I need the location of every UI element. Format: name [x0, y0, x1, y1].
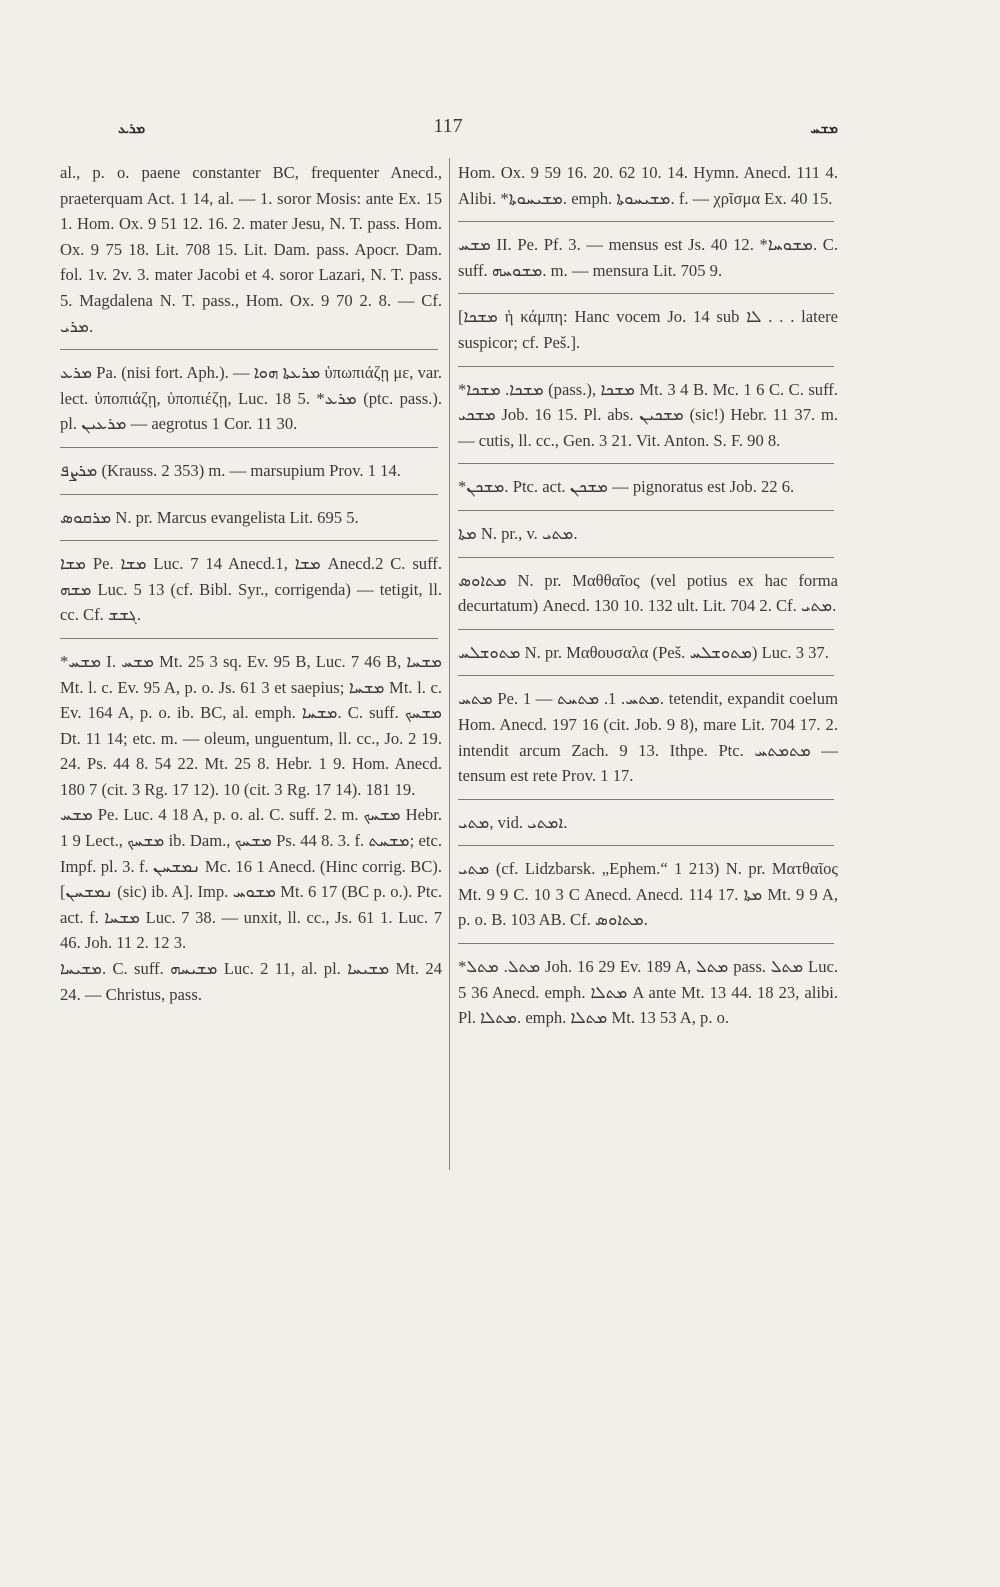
entry-separator: [458, 629, 834, 630]
entry-separator: [458, 221, 834, 222]
entry-separator: [458, 845, 834, 846]
dictionary-entry: ܡܫܚ Pe. Luc. 4 18 A, p. o. al. C. suff. 2. m. ܡܫܚܟ Hebr. 1 9 Lect., ܡܫܚܟ ib. Dam., ܡܫܚܟ Ps. 44 8. 3. f. ܡܫܚܬ; etc. Impf. pl. 3. f. ܢܡܫܚܢ Mc. 16 1 Anecd. (Hinc corrig. BC). [ܢܡܫܚܢ (sic) ib. A]. Imp. ܡܫܘܚ Mt. 6 17 (BC p. o.). Ptc. act. f. ܡܫܚܐ Luc. 7 38. — unxit, ll. cc., Js. 61 1. Luc. 7 46. Joh. 11 2. 12 3.: [60, 805, 442, 953]
entry-separator: [458, 293, 834, 294]
entry-separator: [458, 557, 834, 558]
dictionary-entry: al., p. o. paene constanter BC, frequenter Anecd., praeterquam Act. 1 14, al. — 1. soror Mosis: ante Ex. 15 1. Hom. Ox. 9 51 12. 16. 2. mater Jesu, N. T. pass. Hom. Ox. 9 75 18. Lit. 708 15. Lit. Dam. pass. Apocr. Dam. fol. 1v. 2v. 3. mater Jacobi et 4. soror Lazari, N. T. pass. 5. Magdalena N. T. pass., Hom. Ox. 9 70 2. 8. — Cf. ܡܪܝ.: [60, 163, 442, 336]
dictionary-entry: ܡܬܚ Pe. ܡܬܚ. 1. ܡܬܚܬ — 1. tetendit, expandit coelum Hom. Anecd. 197 16 (cit. Job. 9 8), mare Lit. 704 17. 2. intendit arcum Zach. 9 13. Ithpe. Ptc. ܡܬܡܬܚ — tensum est rete Prov. 1 17.: [458, 689, 838, 786]
dictionary-entry: *ܡܫܟܢ. Ptc. act. ܡܫܟܢ — pignoratus est Job. 22 6.: [458, 477, 795, 497]
running-header: [58, 115, 838, 145]
dictionary-entry: ܡܬܘܫܠܚ N. pr. Μαθουσαλα (Peš. ܡܬܘܫܠܚ) Luc. 3 37.: [458, 642, 829, 662]
dictionary-entry: ܡܬܐܘܣ N. pr. Μαθθαῖος (vel potius ex hac forma decurtatum) Anecd. 130 10. 132 ult. Lit. 704 2. Cf. ܡܬܝ.: [458, 570, 838, 616]
dictionary-entry: [ܡܫܟܐ ἡ κάμπη: Hanc vocem Jo. 14 sub ܠܐ . . . latere suspicor; cf. Peš.].: [458, 307, 838, 352]
entry-separator: [458, 799, 834, 800]
header-right-catchword: ܡܫܚ: [810, 121, 838, 137]
entry-separator: [60, 447, 438, 448]
dictionary-entry: ܡܫܝܚܐ. C. suff. ܡܫܝܚܗ Luc. 2 11, al. pl. ܡܫܝܚܐ Mt. 24 24. — Christus, pass.: [60, 959, 443, 1004]
dictionary-entry: Hom. Ox. 9 59 16. 20. 62 10. 14. Hymn. Anecd. 111 4. Alibi. *ܡܫܝܚܘܬܐ. emph. ܡܫܝܚܘܬܐ. f. — χρῖσμα Ex. 40 15.: [458, 163, 838, 208]
right-column: [458, 160, 838, 1031]
entry-separator: [458, 366, 834, 367]
dictionary-entry: ܡܫܚ II. Pe. Pf. 3. — mensus est Js. 40 12. *ܡܫܘܚܐ. C. suff. ܡܫܘܚܗ. m. — mensura Lit. 705 9.: [458, 235, 839, 280]
entry-separator: [458, 463, 834, 464]
entry-separator: [458, 675, 834, 676]
entry-separator: [60, 638, 438, 639]
dictionary-entry: ܡܬܝ, vid. ܐܡܬܝ.: [458, 812, 568, 832]
column-divider: [449, 158, 450, 1170]
entry-separator: [60, 540, 438, 541]
dictionary-entry: ܡܪܨܦ (Krauss. 2 353) m. — marsupium Prov. 1 14.: [60, 460, 401, 480]
dictionary-entry: *ܡܫܚ I. ܡܫܚ Mt. 25 3 sq. Ev. 95 B, Luc. 7 46 B, ܡܫܚܐ Mt. l. c. Ev. 95 A, p. o. Js. 61 3 et saepius; ܡܫܚܐ Mt. l. c. Ev. 164 A, p. o. ib. BC, al. emph. ܡܫܚܐ. C. suff. ܡܫܚܟ Dt. 11 14; etc. m. — oleum, unguentum, ll. cc., Jo. 2 19. 24. Ps. 44 8. 54 22. Mt. 25 8. Hebr. 1 9. Hom. Anecd. 180 7 (cit. 3 Rg. 17 12). 10 (cit. 3 Rg. 17 14). 181 19.: [60, 651, 443, 799]
entry-separator: [458, 943, 834, 944]
dictionary-entry: ܡܪܩܘܣ N. pr. Marcus evangelista Lit. 695 5.: [60, 507, 359, 527]
header-left-catchword: ܡܪܥ: [118, 121, 146, 137]
dictionary-entry: ܡܬܐ N. pr., v. ܡܬܝ.: [458, 523, 578, 543]
dictionary-entry: *ܡܫܟܐ. ܡܫܟܐ (pass.), ܡܫܟܐ Mt. 3 4 B. Mc. 1 6 C. C. suff. ܡܫܟܝ Job. 16 15. Pl. abs. ܡܫܟܝܢ (sic!) Hebr. 11 37. m. — cutis, ll. cc., Gen. 3 21. Vit. Anton. S. F. 90 8.: [458, 379, 838, 450]
page-number: 117: [433, 115, 463, 137]
dictionary-entry: ܡܪܥ Pa. (nisi fort. Aph.). — ܡܪܥܬܐ ܗܘܐ ὑπωπιάζῃ με, var. lect. ὑποπιάζῃ, ὑποπιέζῃ, Luc. 18 5. *ܡܪܥ (ptc. pass.). pl. ܡܪܥܝܢ — aegrotus 1 Cor. 11 30.: [60, 363, 442, 434]
entry-separator: [458, 510, 834, 511]
dictionary-entry: *ܡܬܠ. ܡܬܠ Joh. 16 29 Ev. 189 A, ܡܬܠ pass. ܡܬܠ Luc. 5 36 Anecd. emph. ܡܬܠܐ A ante Mt. 13 44. 18 23, alibi. Pl. ܡܬܠܐ. emph. ܡܬܠܐ Mt. 13 53 A, p. o.: [458, 957, 838, 1028]
entry-separator: [60, 349, 438, 350]
left-column: [60, 160, 442, 1007]
entry-separator: [60, 494, 438, 495]
dictionary-entry: ܡܬܝ (cf. Lidzbarsk. „Ephem.“ 1 213) N. pr. Ματθαῖος Mt. 9 9 C. 10 3 C Anecd. Anecd. 114 17. ܡܬܐ Mt. 9 9 A, p. o. B. 103 AB. Cf. ܡܬܐܘܣ.: [458, 859, 839, 930]
dictionary-entry: ܡܫܐ Pe. ܡܫܐ Luc. 7 14 Anecd.1, ܡܫܐ Anecd.2 C. suff. ܡܫܗ Luc. 5 13 (cf. Bibl. Syr., corrigenda) — tetigit, ll. cc. Cf. ܓܫܫ.: [60, 554, 442, 625]
